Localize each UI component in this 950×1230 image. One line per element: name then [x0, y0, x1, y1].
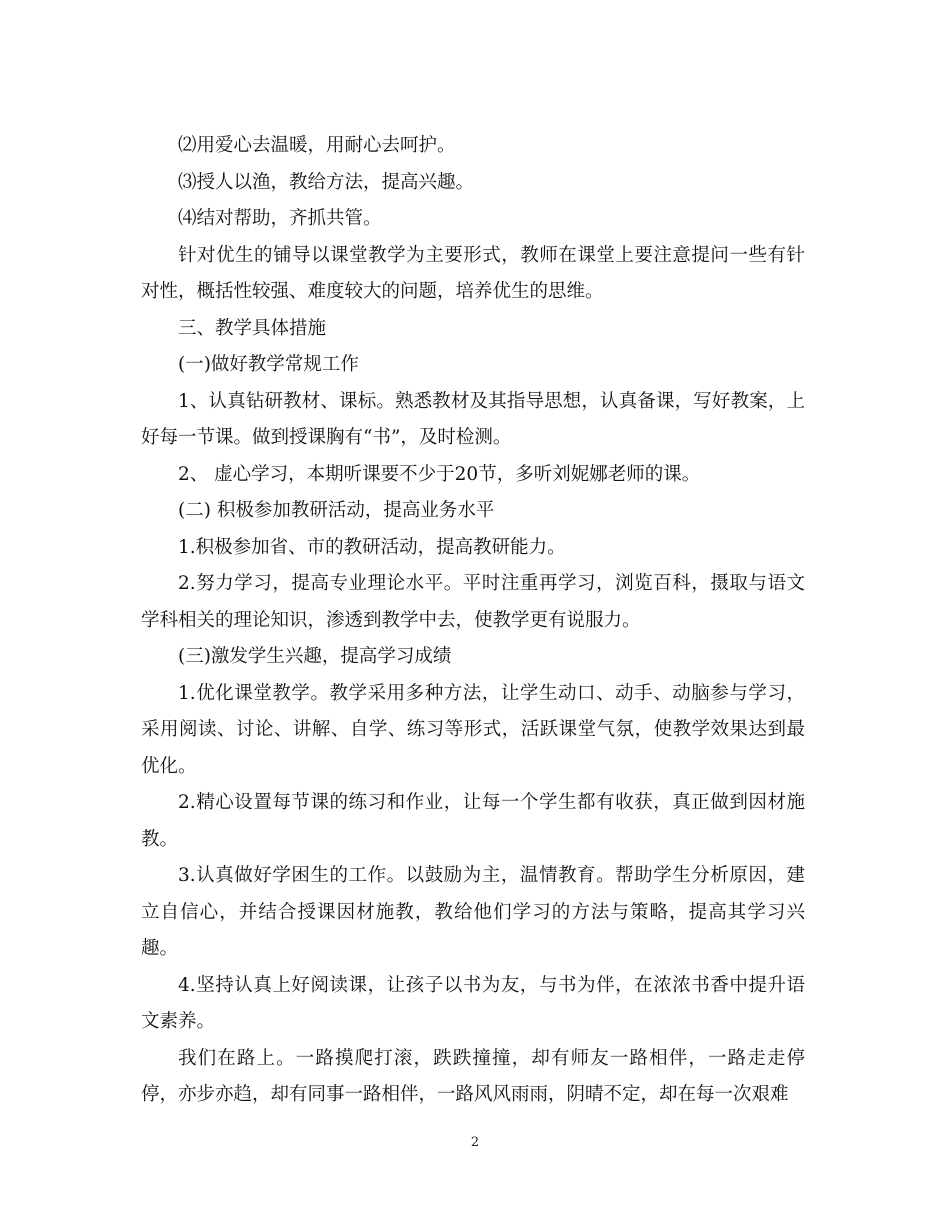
- document-body: [141, 128, 805, 1114]
- paragraph-interest-1: 1.优化课堂教学。教学采用多种方法，让学生动口、动手、动脑参与学习，采用阅读、讨论、讲解、自学、练习等形式，活跃课堂气氛，使教学效果达到最优化。: [141, 682, 805, 777]
- section-heading-teaching-measures: 三、教学具体措施: [178, 317, 327, 339]
- page-number: 2: [470, 1135, 480, 1150]
- paragraph-study-materials: 1、认真钻研教材、课标。熟悉教材及其指导思想，认真备课，写好教案，上好每一节课。做到授课胸有“书”，及时检测。: [141, 390, 805, 448]
- subheading-student-interest: (三)激发学生兴趣，提高学习成绩: [178, 646, 452, 667]
- subheading-research-activities: (二) 积极参加教研活动，提高业务水平: [178, 500, 495, 521]
- paragraph-interest-2: 2.精心设置每节课的练习和作业，让每一个学生都有收获，真正做到因材施教。: [141, 792, 805, 850]
- paragraph-research-1: 1.积极参加省、市的教研活动，提高教研能力。: [178, 536, 566, 558]
- paragraph-top-students: 针对优生的铺导以课堂教学为主要形式，教师在课堂上要注意提问一些有针对性，概括性较强、难度较大的问题，培养优生的思维。: [141, 244, 805, 302]
- paragraph-on-the-road: 我们在路上。一路摸爬打滚，跌跌撞撞，却有师友一路相伴，一路走走停停，亦步亦趋，却有同事一路相伴，一路风风雨雨，阴晴不定，却在每一次艰难: [141, 1047, 805, 1105]
- paragraph-interest-3: 3.认真做好学困生的工作。以鼓励为主，温情教育。帮助学生分析原因，建立自信心，并结合授课因材施教，教给他们学习的方法与策略，提高其学习兴趣。: [141, 865, 805, 959]
- paragraph-item-3: ⑶授人以渔，教给方法，提高兴趣。: [178, 171, 475, 193]
- subheading-routine-work: (一)做好教学常规工作: [178, 354, 359, 375]
- paragraph-interest-4: 4.坚持认真上好阅读课，让孩子以书为友，与书为伴，在浓浓书香中提升语文素养。: [141, 974, 805, 1032]
- paragraph-research-2: 2.努力学习，提高专业理论水平。平时注重再学习，浏览百科，摄取与语文学科相关的理论知识，渗透到教学中去，使教学更有说服力。: [141, 573, 805, 631]
- paragraph-item-4: ⑷结对帮助，齐抓共管。: [178, 208, 382, 229]
- paragraph-item-2: ⑵用爱心去温暖，用耐心去呵护。: [178, 135, 456, 156]
- paragraph-learn-humbly: 2、 虚心学习，本期听课要不少于20节，多听刘妮娜老师的课。: [178, 463, 701, 485]
